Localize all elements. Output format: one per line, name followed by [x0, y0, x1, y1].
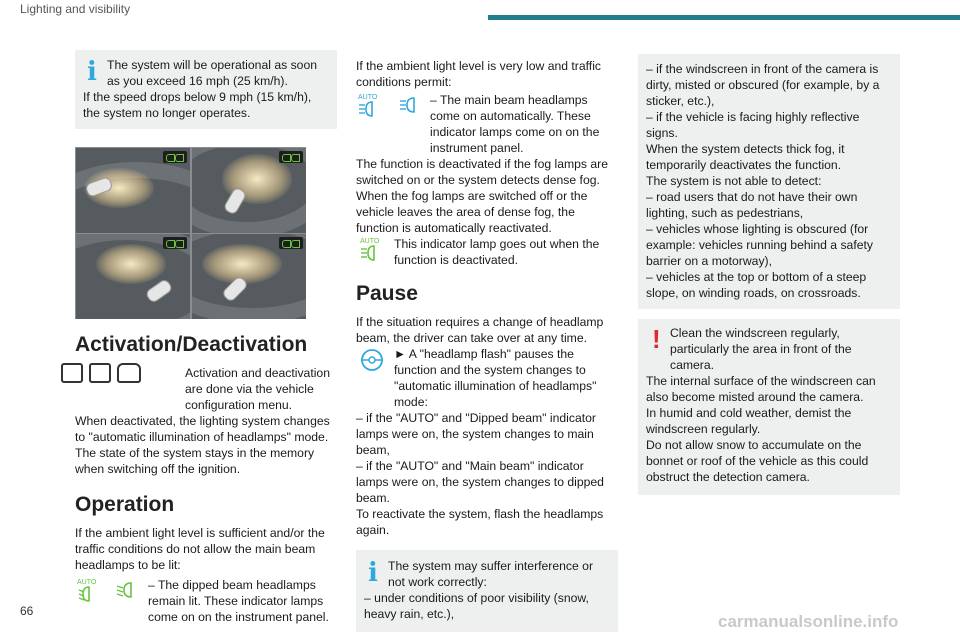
activation-p1: When deactivated, the lighting system changes to "automatic illumination of headlamps" mode.: [75, 414, 330, 444]
column-3: [638, 54, 900, 495]
running-header: Lighting and visibility: [20, 2, 131, 16]
pause-p1: If the situation requires a change of headlamp beam, the driver can take over at any time.: [356, 315, 604, 345]
car-icon: [117, 363, 141, 383]
auto-main-beam-led-icon: [163, 151, 187, 163]
warning-misted: The internal surface of the windscreen can also become misted around the camera.: [646, 374, 876, 404]
header-accent-bar: [488, 15, 960, 20]
limit-obscured: – vehicles whose lighting is obscured (for example: vehicles running behind a safety barrier on a motorway),: [646, 222, 873, 268]
heading-activation: Activation/Deactivation: [75, 333, 308, 356]
warning-icon: !: [652, 324, 661, 354]
pause-p5: To reactivate the system, flash the headlamps again.: [356, 507, 604, 537]
info-box-limitations: [638, 54, 900, 309]
interference-intro: The system may suffer interference or not work correctly:: [388, 559, 594, 589]
operation-p2: – The dipped beam headlamps remain lit. These indicator lamps come on on the instrument panel.: [148, 578, 329, 624]
auto-dipped-beam-icon: [77, 577, 105, 608]
activation-p2: The state of the system stays in the memory when switching off the ignition.: [75, 446, 315, 476]
illustration-tile-4: [192, 234, 306, 319]
warning-demist: In humid and cold weather, demist the windscreen regularly.: [646, 406, 852, 436]
pause-p3: – if the "AUTO" and "Dipped beam" indicator lamps were on, the system changes to main beam,: [356, 411, 596, 457]
illustration-tile-2: [192, 148, 306, 233]
warning-snow: Do not allow snow to accumulate on the bonnet or roof of the vehicle as this could obstruct the detection camera.: [646, 438, 869, 484]
fog-deactivation: The function is deactivated if the fog lamps are switched on or the system detects dense fog.: [356, 157, 609, 187]
screen-menu-icon: [61, 363, 83, 383]
page-number: 66: [20, 604, 34, 618]
main-beam-icon: [398, 92, 424, 123]
main-beam-on: – The main beam headlamps come on automatically. These indicator lamps come on on the instrument panel.: [430, 93, 600, 155]
illustration-tile-1: [76, 148, 190, 233]
svg-text:AUTO: AUTO: [77, 579, 97, 586]
illustration-tile-3: [76, 234, 190, 319]
limit-pedestrians: – road users that do not have their own lighting, such as pedestrians,: [646, 190, 858, 220]
auto-main-beam-led-icon: [279, 237, 303, 249]
pause-p4: – if the "AUTO" and "Main beam" indicator lamps were on, the system changes to dipped beam.: [356, 459, 604, 505]
svg-text:AUTO: AUTO: [360, 238, 380, 245]
config-menu-icons: [61, 363, 141, 383]
limit-slopes: – vehicles at the top or bottom of a steep slope, on winding roads, on crossroads.: [646, 270, 867, 300]
vehicle-settings-icon: [89, 363, 111, 383]
info-box-speed: [75, 50, 337, 129]
limit-reflective: – if the vehicle is facing highly reflective signs.: [646, 110, 860, 140]
info-icon: i: [87, 57, 97, 87]
info-icon: i: [368, 558, 378, 588]
info-speed-off: If the speed drops below 9 mph (15 km/h), the system no longer operates.: [83, 90, 312, 120]
smartbeam-illustration: [75, 147, 306, 319]
column-1: [75, 50, 337, 625]
limit-cannot-detect: The system is not able to detect:: [646, 174, 822, 188]
fog-reactivation: When the fog lamps are switched off or the vehicle leaves the area of dense fog, the function is automatically reactivated.: [356, 189, 588, 235]
operation-p1: If the ambient light level is sufficient and/or the traffic conditions do not allow the main beam headlamps to be lit:: [75, 526, 325, 572]
main-beam-intro: If the ambient light level is very low and traffic conditions permit:: [356, 59, 601, 89]
activation-intro: Activation and deactivation are done via the vehicle configuration menu.: [185, 366, 330, 412]
svg-text:AUTO: AUTO: [358, 94, 378, 101]
auto-lamp-icon: [360, 236, 388, 267]
auto-main-beam-led-icon: [163, 237, 187, 249]
auto-main-beam-icon: [358, 92, 386, 123]
warning-clean: Clean the windscreen regularly, particularly the area in front of the camera.: [670, 326, 852, 372]
limit-fog: When the system detects thick fog, it temporarily deactivates the function.: [646, 142, 845, 172]
lamp-goes-out: This indicator lamp goes out when the function is deactivated.: [394, 237, 600, 267]
column-2: [356, 58, 618, 632]
limit-windscreen: – if the windscreen in front of the camera is dirty, misted or obscured (for example, by a sticker, etc.),: [646, 62, 880, 108]
heading-pause: Pause: [356, 282, 418, 305]
info-box-interference: [356, 550, 618, 632]
steering-wheel-icon: [360, 348, 384, 377]
dipped-beam-icon: [115, 577, 141, 608]
info-speed-on: The system will be operational as soon as you exceed 16 mph (25 km/h).: [107, 58, 318, 88]
watermark: carmanualsonline.info: [718, 612, 899, 631]
interference-visibility: – under conditions of poor visibility (snow, heavy rain, etc.),: [364, 591, 589, 621]
warning-box-windscreen: [638, 319, 900, 495]
pause-p2: ► A "headlamp flash" pauses the function and the system changes to "automatic illumination of headlamps" mode:: [394, 347, 597, 409]
auto-main-beam-led-icon: [279, 151, 303, 163]
heading-operation: Operation: [75, 493, 175, 516]
